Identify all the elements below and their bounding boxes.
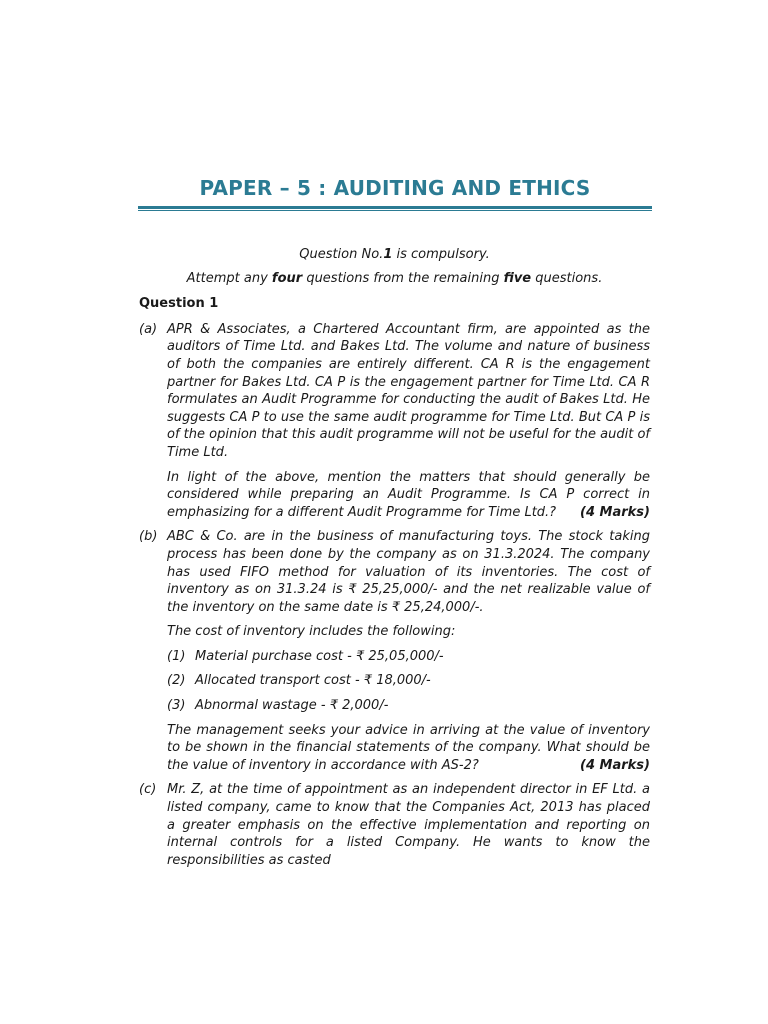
part-a-question-text: In light of the above, mention the matters that should generally be considered while preparing an Audit Programme. Is CA P correct in emphasizing for a different Audit Programme for Time Ltd.? xyxy=(167,469,650,520)
instruction-text: questions from the remaining xyxy=(302,270,504,286)
instruction-emphasis: five xyxy=(503,270,532,286)
instruction-emphasis: four xyxy=(271,270,303,286)
page-title: PAPER – 5 : AUDITING AND ETHICS xyxy=(199,176,591,200)
list-item-text: Material purchase cost - ₹ 25,05,000/- xyxy=(195,648,444,664)
part-a-paragraph-2 xyxy=(167,469,650,522)
instruction-text: Question No. xyxy=(299,247,384,262)
marks-badge: (4 Marks) xyxy=(580,504,650,520)
part-body xyxy=(167,321,650,522)
title-underline xyxy=(138,206,652,212)
part-b-paragraph-1: ABC & Co. are in the business of manufacturing toys. The stock taking process has been done by the company as on 31.3.2024. The company has used FIFO method for valuation of its inventories. The cost of inventory as on 31.3.24 is ₹ 25,25,000/- and the net realizable value of the inventory on the same date is ₹ 25,24,000/-. xyxy=(167,529,650,615)
part-c-paragraph-1: Mr. Z, at the time of appointment as an independent director in EF Ltd. a listed company, came to know that the Companies Act, 2013 has placed a greater emphasis on the effective implementation and reporting on internal controls for a listed Company. He wants to know the responsibilities as casted xyxy=(167,782,650,868)
instruction-emphasis: 1 xyxy=(383,247,393,262)
part-b-question-text: The management seeks your advice in arriving at the value of inventory to be shown in the financial statements of the company. What should be the value of inventory in accordance with AS-2? xyxy=(167,722,650,773)
instruction-text: Attempt any xyxy=(186,270,272,286)
list-item-text: Abnormal wastage - ₹ 2,000/- xyxy=(195,698,389,714)
part-label: (c) xyxy=(139,782,157,798)
instruction-attempt xyxy=(139,270,650,288)
part-a-paragraph-1: APR & Associates, a Chartered Accountant firm, are appointed as the auditors of Time Ltd. and Bakes Ltd. The volume and nature of business of both the companies are entirely different. CA R is the engagement partner for Bakes Ltd. CA P is the engagement partner for Time Ltd. CA R formulates an Audit Programme for conducting the audit of Bakes Ltd. He suggests CA P to use the same audit programme for Time Ltd. But CA P is of the opinion that this audit programme will not be useful for the audit of Time Ltd. xyxy=(167,321,650,460)
list-item xyxy=(167,648,650,666)
list-item-number: (3) xyxy=(167,698,186,714)
list-item-number: (2) xyxy=(167,673,186,689)
instruction-compulsory xyxy=(139,246,650,264)
instruction-text: is compulsory. xyxy=(392,247,490,262)
list-item-text: Allocated transport cost - ₹ 18,000/- xyxy=(195,673,431,689)
title-rule-thick xyxy=(138,206,652,209)
title-rule-thin xyxy=(138,210,652,211)
question-part-a xyxy=(139,321,650,522)
marks-badge: (4 Marks) xyxy=(580,757,650,773)
part-body xyxy=(167,528,650,774)
list-item xyxy=(167,672,650,690)
part-label: (a) xyxy=(139,321,158,337)
part-b-paragraph-2: The cost of inventory includes the following: xyxy=(167,624,456,640)
document-body xyxy=(139,246,650,876)
instruction-text: questions. xyxy=(531,270,603,286)
question-heading: Question 1 xyxy=(139,296,219,312)
part-label: (b) xyxy=(139,529,158,545)
question-part-b xyxy=(139,528,650,774)
list-item-number: (1) xyxy=(167,648,186,664)
list-item xyxy=(167,697,650,715)
question-part-c xyxy=(139,781,650,869)
part-body xyxy=(167,781,650,869)
part-b-paragraph-3 xyxy=(167,722,650,775)
